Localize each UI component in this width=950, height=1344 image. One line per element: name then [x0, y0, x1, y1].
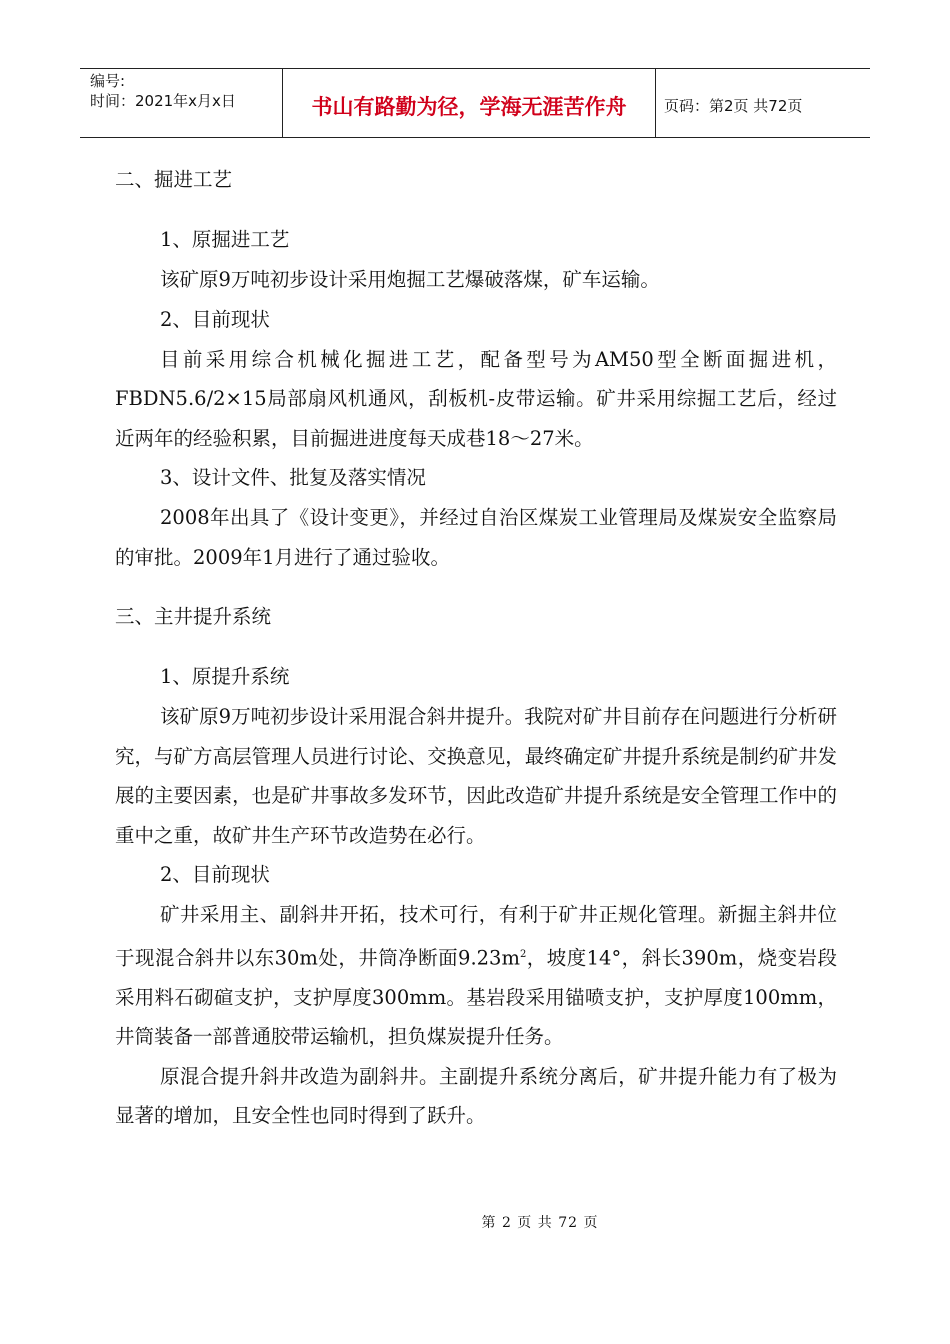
subheading-design-documents: 3、设计文件、批复及落实情况	[160, 466, 426, 489]
section-heading-hoisting: 三、主井提升系统	[115, 605, 272, 628]
subheading-original-excavation: 1、原掘进工艺	[160, 228, 290, 251]
subheading-original-hoisting: 1、原提升系统	[160, 665, 290, 688]
paragraph: 该矿原9万吨初步设计采用混合斜井提升。我院对矿井目前存在问题进行分析研究，与矿方高层管理人员进行讨论、交换意见，最终确定矿井提升系统是制约矿井发展的主要因素，也是矿井事故多发环节，因此改造矿井提升系统是安全管理工作中的重中之重，故矿井生产环节改造势在必行。	[115, 705, 837, 847]
doc-number-label: 编号:	[90, 72, 126, 90]
paragraph: 该矿原9万吨初步设计采用炮掘工艺爆破落煤，矿车运输。	[160, 268, 660, 291]
header-page-label: 页码：第2页 共72页	[664, 96, 803, 115]
paragraph: 2008年出具了《设计变更》，并经过自治区煤炭工业管理局及煤炭安全监察局的审批。2009年1月进行了通过验收。	[115, 506, 837, 569]
paragraph	[115, 895, 837, 1057]
paragraph: 原混合提升斜井改造为副斜井。主副提升系统分离后，矿井提升能力有了极为显著的增加，且安全性也同时得到了跃升。	[115, 1064, 837, 1127]
superscript: 2	[519, 948, 527, 960]
page-header	[80, 68, 870, 138]
doc-time-label: 时间：2021年x月x日	[90, 92, 236, 110]
header-meta-cell	[80, 69, 283, 137]
header-motto: 书山有路勤为径，学海无涯苦作舟	[283, 69, 656, 137]
section-heading-excavation: 二、掘进工艺	[115, 168, 233, 191]
footer-page-number: 第 2 页 共 72 页	[481, 1215, 599, 1231]
document-body	[115, 160, 837, 1136]
text-run: 矿井采用主、副斜井开拓，技术可行，有利于矿井正规化管理。新掘主斜井位于现混合斜井以东30m处，井筒净断面9.23m	[115, 903, 837, 969]
subheading-current-status-hoisting: 2、目前现状	[160, 863, 270, 886]
subheading-current-status: 2、目前现状	[160, 307, 270, 331]
text-run: ，坡度14°，斜长390m，烧变岩段采用料石砌碹支护，支护厚度300mm。基岩段采用锚喷支护，支护厚度100mm，井筒装备一部普通胶带运输机，担负煤炭提升任务。	[115, 946, 838, 1048]
page-footer	[0, 1212, 950, 1232]
paragraph: 目前采用综合机械化掘进工艺，配备型号为AM50型全断面掘进机，FBDN5.6/2×15局部扇风机通风，刮板机-皮带运输。矿井采用综掘工艺后，经过近两年的经验积累，目前掘进进度每天成巷18～27米。	[115, 347, 837, 450]
